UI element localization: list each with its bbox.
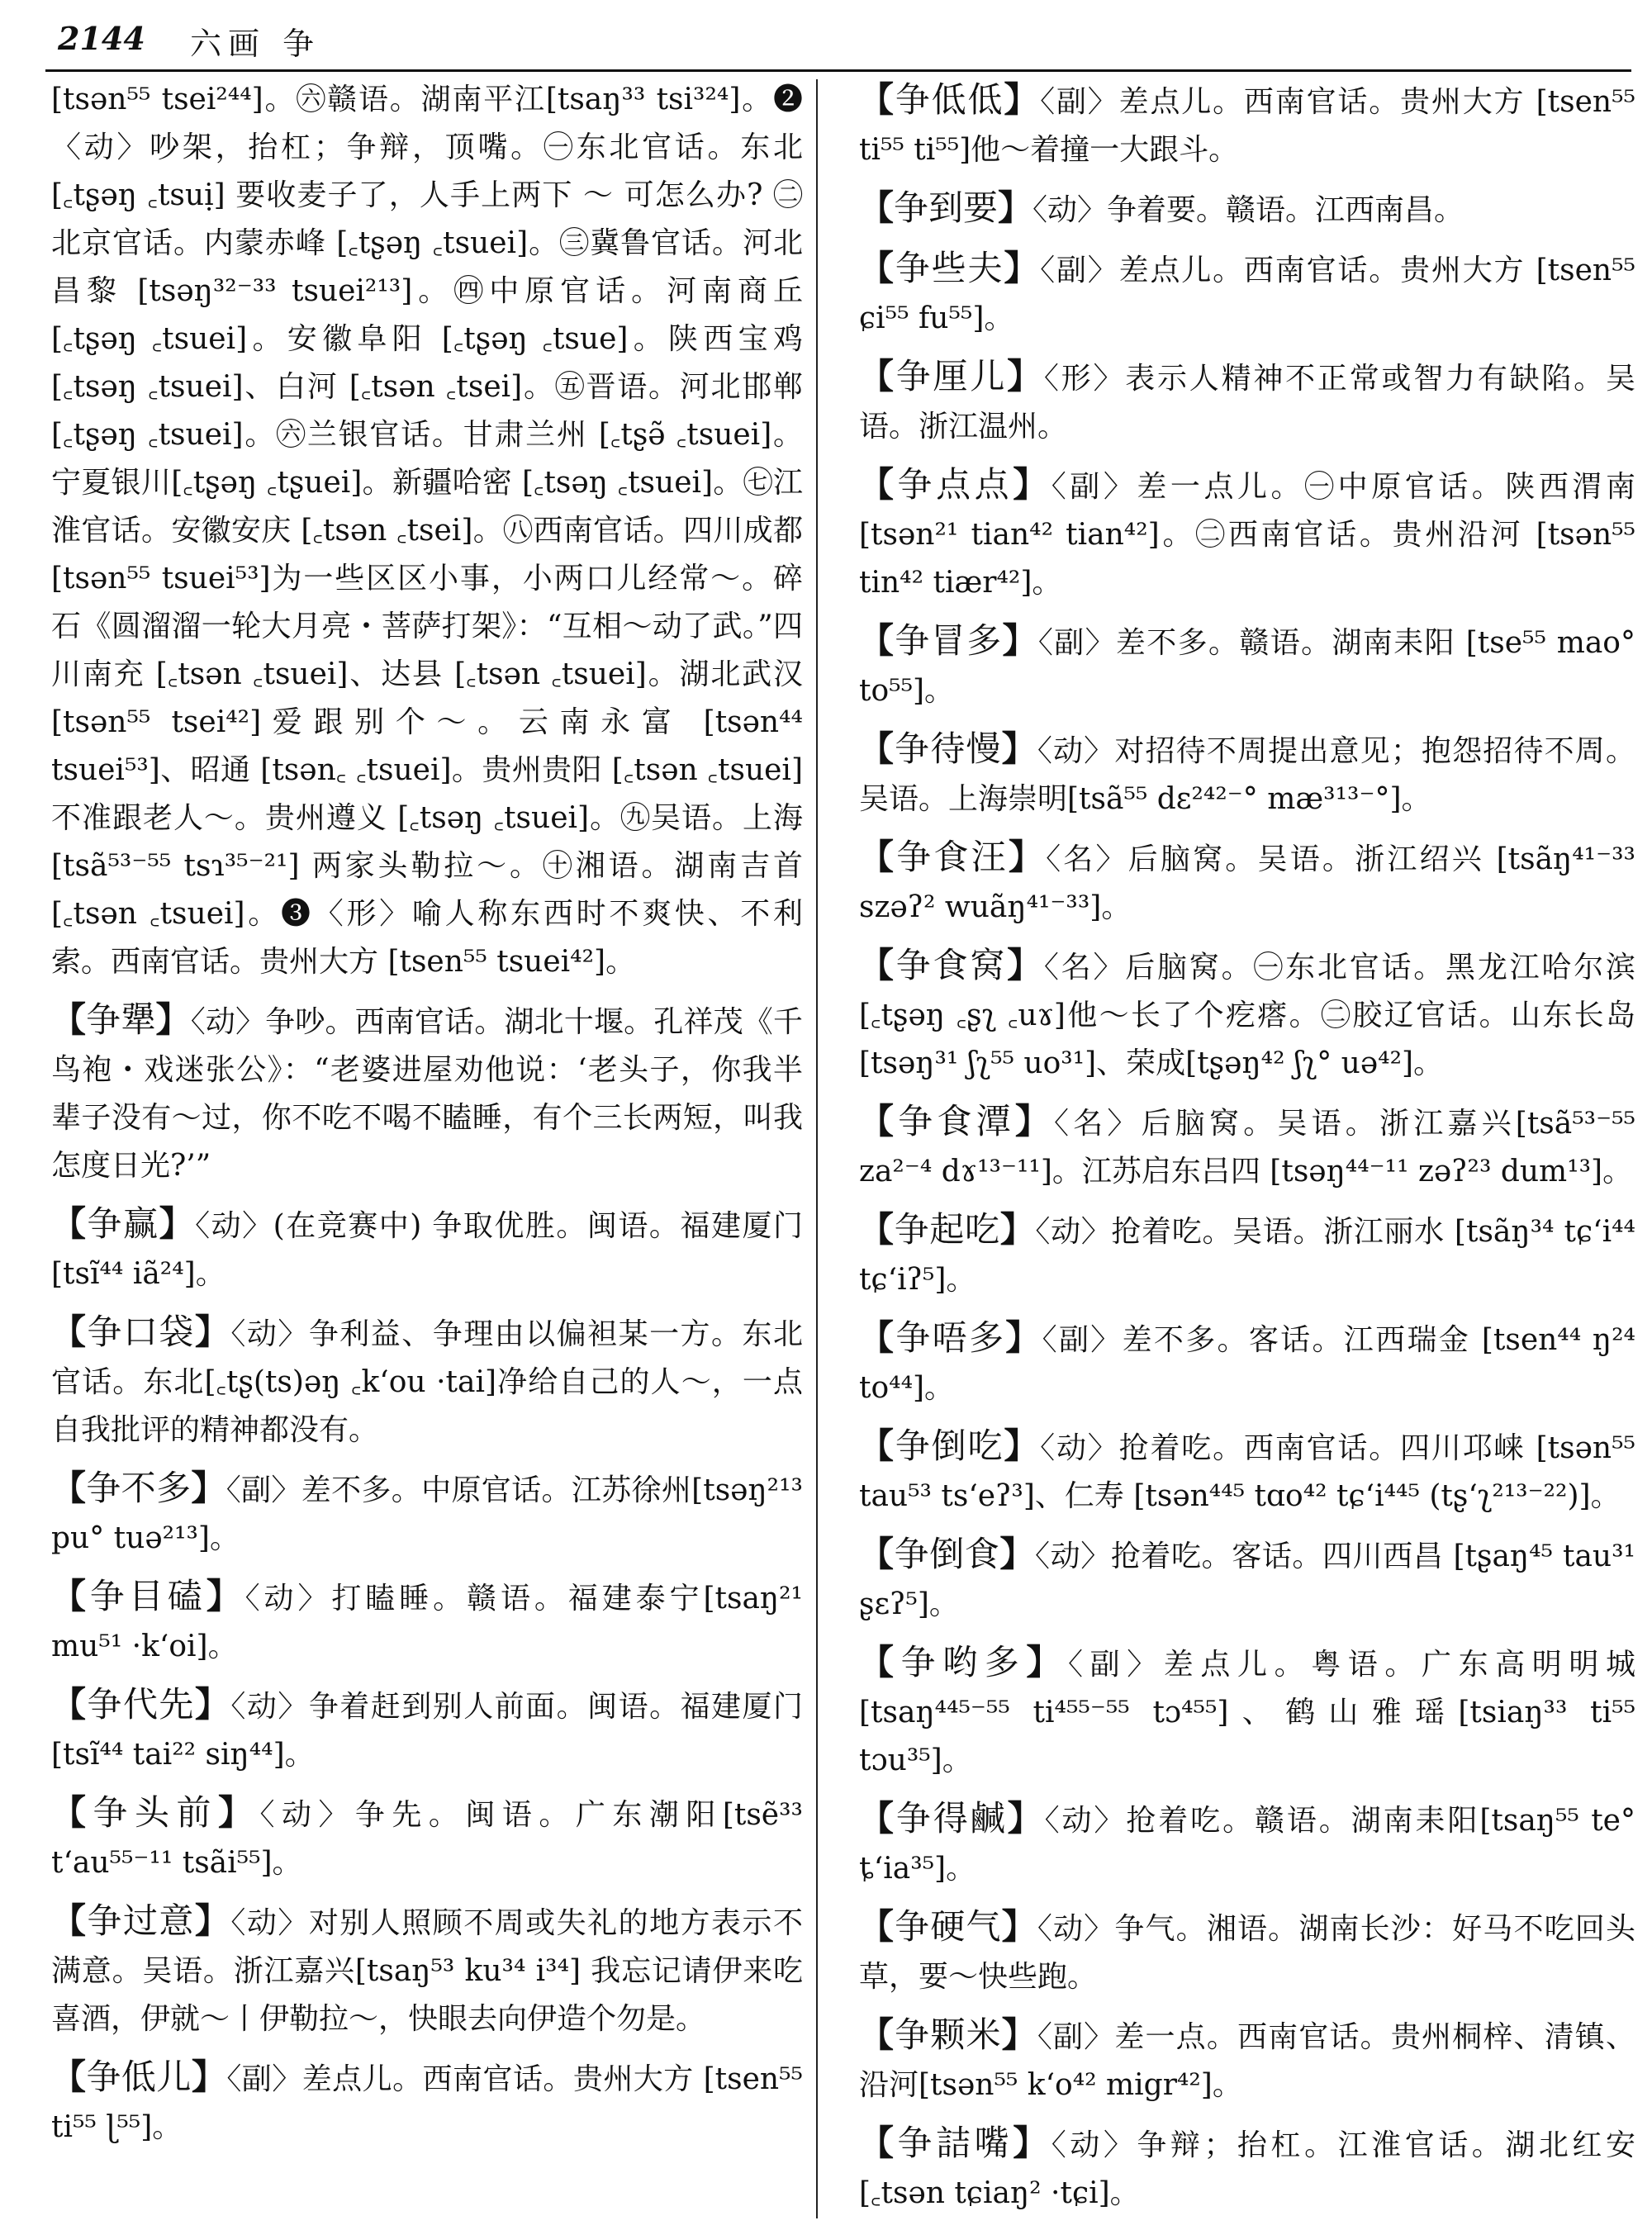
entry-definition: 〈动〉抢着吃。西南官话。四川邛崃 [tsən⁵⁵ tau⁵³ ts‘eʔ³]、仁寿 [tsən⁴⁴⁵ tɑo⁴² tɕ‘i⁴⁴⁵ (tʂ‘ʅ²¹³⁻²²)]。: [859, 1431, 1635, 1513]
entry-definition: 〈名〉后脑窝。吴语。浙江绍兴 [tsãŋ⁴¹⁻³³ szəʔ² wuãŋ⁴¹⁻³³]。: [859, 842, 1635, 924]
dictionary-entry: [51, 1464, 803, 1563]
entry-headword: 【争低儿】: [51, 2057, 227, 2097]
dictionary-entry: [51, 1308, 803, 1454]
entry-definition: 〈副〉差点儿。西南官话。贵州大方 [tsen⁵⁵ ti⁵⁵ ɭ⁵⁵]。: [51, 2062, 803, 2144]
entry-definition: 〈动〉对别人照顾不周或失礼的地方表示不满意。吴语。浙江嘉兴[tsaŋ⁵³ ku³⁴ i³⁴] 我忘记请伊来吃喜酒，伊就～丨伊勒拉～，快眼去向伊造个勿是。: [51, 1906, 803, 2036]
entry-headword: 【争食潭】: [859, 1101, 1055, 1141]
left-column: [51, 76, 803, 2161]
entry-headword: 【争些夫】: [859, 248, 1041, 288]
dictionary-entry: [859, 1098, 1635, 1196]
entry-definition: 〈动〉打瞌睡。赣语。福建泰宁[tsaŋ²¹ mu⁵¹ ·k‘oi]。: [51, 1582, 803, 1663]
entry-definition: 〈副〉差不多。客话。江西瑞金 [tsen⁴⁴ ŋ²⁴ to⁴⁴]。: [859, 1323, 1635, 1405]
dictionary-entry: [859, 244, 1635, 343]
entry-headword: 【争冒多】: [859, 620, 1038, 661]
entry-definition: 〈动〉争利益、争理由以偏袒某一方。东北官话。东北[꜀tʂ(ts)əŋ ꜀k‘ou ·tai]净给自己的人～，一点自我批评的精神都没有。: [51, 1317, 803, 1447]
entry-headword: 【争食汪】: [859, 837, 1047, 877]
running-head: 六画 争: [190, 26, 321, 62]
entry-headword: 【争低低】: [859, 79, 1041, 120]
entry-definition: 〈动〉对招待不周提出意见；抱怨招待不周。吴语。上海崇明[tsã⁵⁵ dɛ²⁴²⁻° mæ³¹³⁻°]。: [859, 734, 1635, 816]
dictionary-entry: [51, 1200, 803, 1298]
entry-definition: 〈动〉抢着吃。赣语。湖南耒阳[tsaŋ⁵⁵ te° ȶ‘ia³⁵]。: [859, 1804, 1635, 1886]
entry-definition: [tsən⁵⁵ tsei²⁴⁴]。㊅赣语。湖南平江[tsaŋ³³ tsi³²⁴]。❷〈动〉吵架，抬杠；争辩，顶嘴。㊀东北官话。东北[꜀tʂəŋ ꜀tsuị] 要收麦子了，人手上两下 ～ 可怎么办? ㊁北京官话。内蒙赤峰 [꜀tʂəŋ ꜀tsuei]。㊂冀鲁官话。河北昌黎 [tsəŋ³²⁻³³ tsuei²¹³]。㊃中原官话。河南商丘 [꜀tʂəŋ ꜀tsuei]。安徽阜阳 [꜀tʂəŋ ꜀tsue]。陕西宝鸡 [꜀tsəŋ ꜀tsuei]、白河 [꜀tsən ꜀tsei]。㊄晋语。河北邯郸 [꜀tʂəŋ ꜀tsuei]。㊅兰银官话。甘肃兰州 [꜀tʂə̃ ꜀tsuei]。宁夏银川[꜀tʂəŋ ꜀tʂuei]。新疆哈密 [꜀tsəŋ ꜀tsuei]。㊆江淮官话。安徽安庆 [꜀tsən ꜀tsei]。㊇西南官话。四川成都 [tsən⁵⁵ tsuei⁵³]为一些区区小事，小两口儿经常～。碎石《圆溜溜一轮大月亮・菩萨打架》：“互相～动了武。”四川南充 [꜀tsən ꜀tsuei]、达县 [꜀tsən ꜀tsuei]。湖北武汉[tsən⁵⁵ tsei⁴²]爱跟别个～。云南永富 [tsən⁴⁴ tsuei⁵³]、昭通 [tsən꜀ ꜀tsuei]。贵州贵阳 [꜀tsən ꜀tsuei] 不准跟老人～。贵州遵义 [꜀tsəŋ ꜀tsuei]。㊈吴语。上海 [tsã⁵³⁻⁵⁵ tsɿ³⁵⁻²¹] 两家头勒拉～。㊉湘语。湖南吉首 [꜀tsən ꜀tsuei]。❸〈形〉喻人称东西时不爽快、不利索。西南官话。贵州大方 [tsen⁵⁵ tsuei⁴²]。: [51, 83, 803, 979]
entry-headword: 【争起吃】: [859, 1209, 1036, 1250]
dictionary-entry: [859, 1903, 1635, 2001]
entry-headword: 【争不多】: [51, 1468, 226, 1508]
dictionary-entry: [859, 833, 1635, 932]
entry-headword: 【争詰嘴】: [859, 2123, 1051, 2163]
dictionary-entry: [859, 461, 1635, 607]
dictionary-entry: [859, 2119, 1635, 2218]
entry-definition: 〈副〉差一点。西南官话。贵州桐梓、清镇、沿河[tsən⁵⁵ k‘o⁴² migr⁴²]。: [859, 2020, 1635, 2102]
dictionary-entry: [859, 1530, 1635, 1629]
dictionary-entry: [51, 1681, 803, 1779]
entry-definition: 〈动〉争吵。西南官话。湖北十堰。孔祥茂《千鸟袍・戏迷张公》：“老婆进屋劝他说：‘老头子，你我半辈子没有～过，你不吃不喝不瞌睡，有个三长两短，叫我怎度日光?’”: [51, 1005, 803, 1183]
dictionary-entry: [859, 1422, 1635, 1521]
dictionary-entry: [859, 942, 1635, 1088]
entry-definition: 〈副〉差点儿。粤语。广东高明明城[tsaŋ⁴⁴⁵⁻⁵⁵ ti⁴⁵⁵⁻⁵⁵ tɔ⁴⁵⁵]、鹤山雅瑶[tsiaŋ³³ ti⁵⁵ tɔu³⁵]。: [859, 1648, 1635, 1777]
header-rule: [45, 69, 1631, 72]
entry-headword: 【争哟多】: [859, 1642, 1069, 1682]
page-header: [58, 15, 1627, 66]
entry-definition: 〈动〉争着要。赣语。江西南昌。: [1032, 193, 1464, 227]
entry-definition: 〈动〉争着赶到别人前面。闽语。福建厦门 [tsĩ⁴⁴ tai²² siŋ⁴⁴]。: [51, 1690, 803, 1772]
entry-headword: 【争待慢】: [859, 728, 1037, 769]
entry-headword: 【争颗米】: [859, 2014, 1037, 2055]
dictionary-entry: [51, 2053, 803, 2152]
dictionary-entry: [859, 617, 1635, 715]
dictionary-entry: [859, 184, 1635, 235]
entry-headword: 【争过意】: [51, 1900, 231, 1941]
entry-headword: 【争赢】: [51, 1203, 196, 1244]
dictionary-entry: [51, 996, 803, 1190]
entry-headword: 【争得鹹】: [859, 1798, 1045, 1839]
entry-headword: 【争目磕】: [51, 1576, 245, 1616]
dictionary-entry: [859, 353, 1635, 451]
entry-definition: 〈形〉表示人精神不正常或智力有缺陷。吴语。浙江温州。: [859, 362, 1635, 444]
dictionary-entry: [859, 1639, 1635, 1785]
entry-headword: 【争倒食】: [859, 1534, 1036, 1574]
dictionary-entry: [51, 1573, 803, 1671]
dictionary-entry: [859, 2011, 1635, 2109]
dictionary-entry: [51, 1897, 803, 2043]
entry-definition: 〈副〉差不多。赣语。湖南耒阳 [tse⁵⁵ mao° to⁵⁵]。: [859, 626, 1635, 708]
entry-definition: 〈动〉抢着吃。客话。四川西昌 [tʂaŋ⁴⁵ tau³¹ ʂɛʔ⁵]。: [859, 1540, 1635, 1621]
dictionary-entry: [859, 76, 1635, 174]
entry-headword: 【争硬气】: [859, 1906, 1037, 1947]
entry-headword: 【争点点】: [859, 464, 1051, 505]
dictionary-entry: [51, 1789, 803, 1887]
page-number: 2144: [58, 20, 145, 57]
entry-headword: 【争口袋】: [51, 1312, 231, 1352]
entry-definition: 〈动〉(在竞赛中) 争取优胜。闽语。福建厦门 [tsĩ⁴⁴ iã²⁴]。: [51, 1209, 803, 1291]
entry-definition: 〈动〉抢着吃。吴语。浙江丽水 [tsãŋ³⁴ tɕ‘i⁴⁴ tɕ‘iʔ⁵]。: [859, 1215, 1635, 1297]
entry-definition: 〈动〉争气。湘语。湖南长沙：好马不吃回头草，要～快些跑。: [859, 1912, 1635, 1994]
entry-definition: 〈副〉差不多。中原官话。江苏徐州[tsəŋ²¹³ pu° tuə²¹³]。: [51, 1473, 803, 1555]
right-column: [859, 76, 1635, 2228]
entry-continuation: [51, 76, 803, 986]
entry-definition: 〈动〉争辩；抬杠。江淮官话。湖北红安 [꜀tsən tɕiaŋ² ·tɕi]。: [859, 2128, 1635, 2210]
entry-definition: 〈副〉差点儿。西南官话。贵州大方 [tsen⁵⁵ ɕi⁵⁵ fu⁵⁵]。: [859, 254, 1635, 335]
entry-headword: 【争厘儿】: [859, 356, 1044, 396]
entry-definition: 〈名〉后脑窝。吴语。浙江嘉兴[tsã⁵³⁻⁵⁵ za²⁻⁴ dɤ¹³⁻¹¹]。江苏启东吕四 [tsəŋ⁴⁴⁻¹¹ zəʔ²³ dum¹³]。: [859, 1107, 1635, 1189]
entry-headword: 【争食窝】: [859, 945, 1044, 985]
entry-headword: 【争唔多】: [859, 1317, 1042, 1358]
dictionary-entry: [859, 1795, 1635, 1893]
column-divider: [816, 79, 818, 2218]
entry-headword: 【争到要】: [859, 187, 1033, 228]
entry-definition: 〈副〉差一点儿。㊀中原官话。陕西渭南 [tsən²¹ tian⁴² tian⁴²]。㊁西南官话。贵州沿河 [tsən⁵⁵ tin⁴² tiær⁴²]。: [859, 470, 1635, 600]
entry-headword: 【争代先】: [51, 1684, 231, 1725]
entry-headword: 【争头前】: [51, 1792, 260, 1833]
entry-definition: 〈动〉争先。闽语。广东潮阳[tsẽ³³ t‘au⁵⁵⁻¹¹ tsãi⁵⁵]。: [51, 1798, 803, 1880]
entry-definition: 〈名〉后脑窝。㊀东北官话。黑龙江哈尔滨 [꜀tʂəŋ ꜀ʂʅ ꜀uɤ]他～长了个疙瘩。㊁胶辽官话。山东长岛[tsəŋ³¹ ʃʅ⁵⁵ uo³¹]、荣成[tʂəŋ⁴² ʃʅ° uə⁴²]。: [859, 951, 1635, 1080]
dictionary-entry: [859, 1314, 1635, 1412]
dictionary-entry: [859, 725, 1635, 823]
entry-headword: 【争倒吃】: [859, 1426, 1041, 1466]
entry-headword: 【争犟】: [51, 999, 191, 1040]
dictionary-entry: [859, 1206, 1635, 1304]
entry-definition: 〈副〉差点儿。西南官话。贵州大方 [tsen⁵⁵ ti⁵⁵ ti⁵⁵]他～着撞一大跟斗。: [859, 85, 1635, 167]
